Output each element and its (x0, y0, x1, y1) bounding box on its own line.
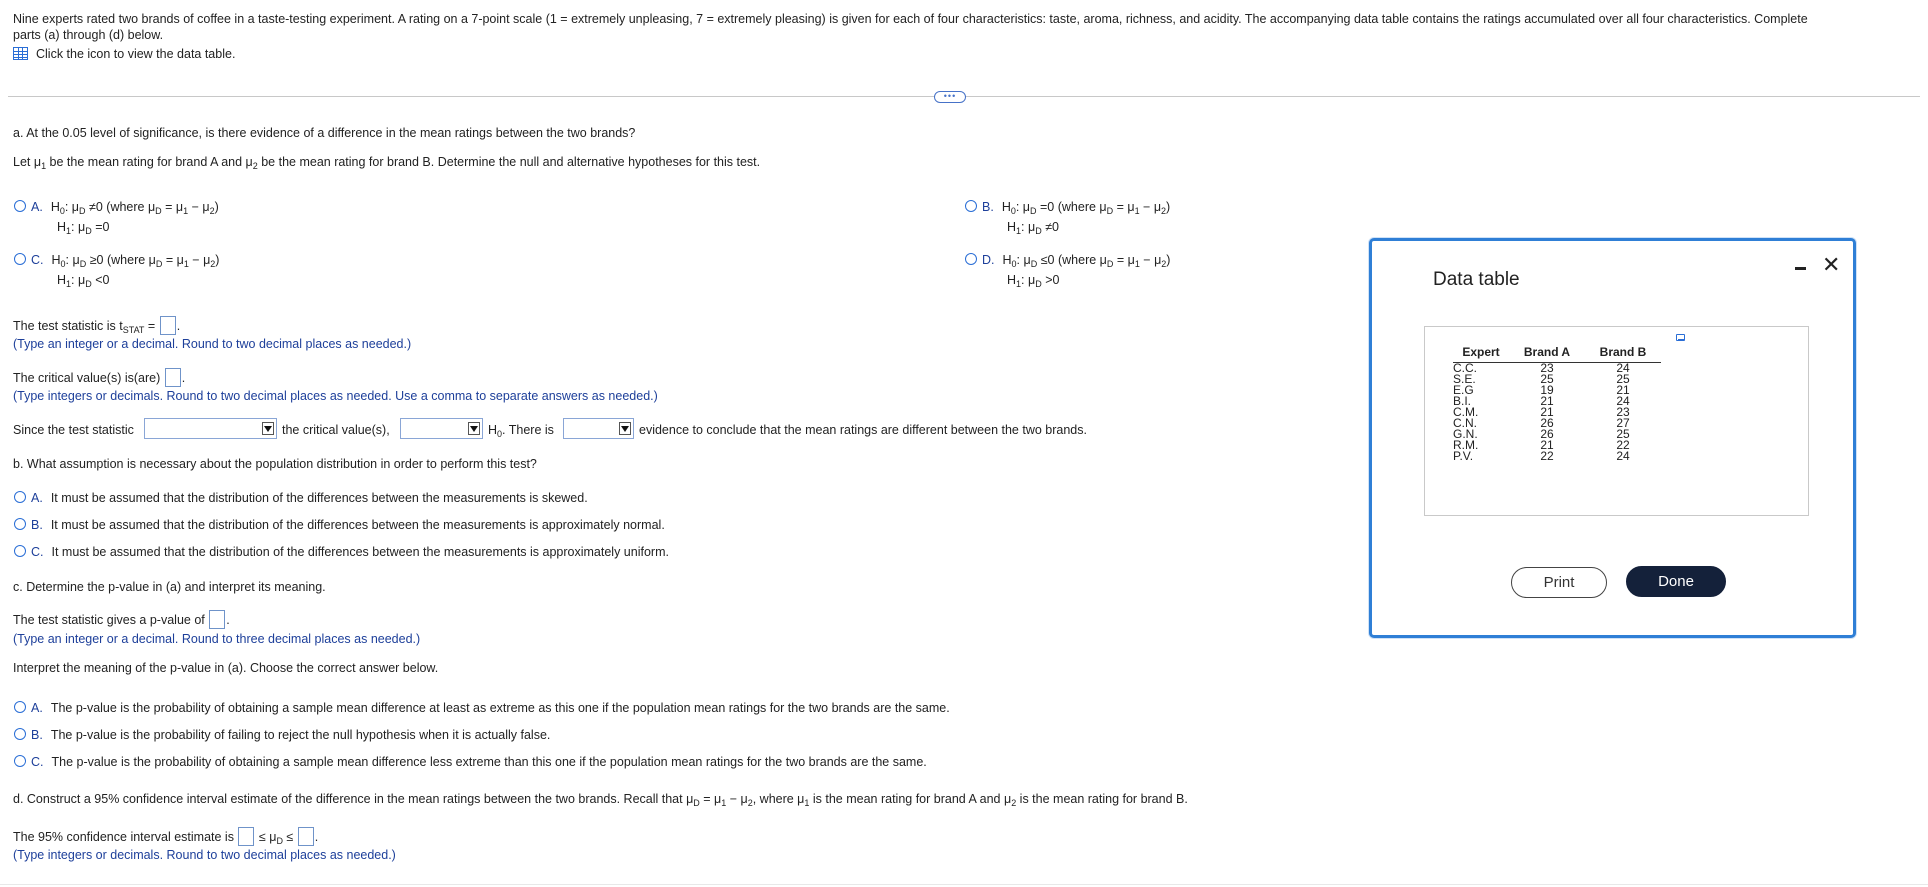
radio-icon[interactable] (14, 701, 26, 713)
pvalue-option-a[interactable]: A. The p-value is the probability of obtaining a sample mean difference at least as extreme as this one if the population mean ratings for the two brands are the same. (14, 700, 950, 716)
chevron-down-icon (468, 422, 480, 435)
expand-button[interactable]: ••• (934, 91, 966, 103)
intro-line-1: Nine experts rated two brands of coffee in a taste-testing experiment. A rating on a 7-point scale (1 = extremely unpleasing, 7 = extremely pleasing) is given for each of four characteristics: taste, aroma, richness, and acidity. The accompanying data table contains the ratings accumulated over all four characteristics. Complete (13, 12, 1808, 26)
data-table (1453, 347, 1661, 462)
decision-dropdown[interactable] (400, 418, 483, 439)
data-table-link[interactable] (13, 46, 235, 62)
tstat-hint: (Type an integer or a decimal. Round to two decimal places as needed.) (13, 337, 412, 351)
hypothesis-option-b[interactable]: B. $H_0$: $\mu_D =0$ (where $\mu_D = \mu_1 - \mu_2$) (965, 199, 1170, 219)
column-header: Brand B (1585, 347, 1661, 363)
part-a-question: a. At the 0.05 level of significance, is there evidence of a difference in the mean ratings between the two brands? (13, 126, 636, 140)
hypothesis-option-b-h1: $H_1$: $\mu_D \ne 0$ (1007, 220, 1059, 236)
radio-icon[interactable] (14, 491, 26, 503)
hypothesis-option-c-h1: $H_1$: $\mu_D <0$ (57, 273, 110, 289)
radio-icon[interactable] (14, 545, 26, 557)
part-c-question: c. Determine the p-value in (a) and interpret its meaning. (13, 580, 326, 594)
table-row: C.M. 21 23 (1453, 405, 1630, 419)
column-header: Expert (1453, 347, 1509, 363)
part-b-question: b. What assumption is necessary about the population distribution in order to perform this test? (13, 457, 537, 471)
hypothesis-option-c[interactable]: C. $H_0$: $\mu_D \ge 0$ (where $\mu_D = \mu_1 - \mu_2$) (14, 252, 219, 272)
ci-upper-input[interactable] (298, 827, 314, 846)
table-row: R.M. 21 22 (1453, 438, 1630, 452)
data-table-dialog (1369, 238, 1856, 638)
pvalue-option-b[interactable]: B. The p-value is the probability of failing to reject the null hypothesis when it is actually false. (14, 727, 550, 743)
critical-line: The critical value(s) is(are) . (13, 368, 185, 387)
chevron-down-icon (262, 422, 274, 435)
data-table-frame (1424, 326, 1809, 516)
since-text-3: $H_0$. There is (488, 423, 554, 439)
table-row: S.E. 25 25 (1453, 372, 1630, 386)
radio-icon[interactable] (14, 728, 26, 740)
column-header: Brand A (1509, 347, 1585, 363)
print-button[interactable]: Print (1511, 567, 1607, 598)
radio-c[interactable] (14, 253, 26, 265)
table-row: E.G 19 21 (1453, 383, 1630, 397)
pvalue-input[interactable] (209, 610, 225, 629)
tstat-input[interactable] (160, 316, 176, 335)
since-text-2: the critical value(s), (282, 423, 390, 437)
critical-input[interactable] (165, 368, 181, 387)
since-text-4: evidence to conclude that the mean ratings are different between the two brands. (639, 423, 1087, 437)
table-row: B.I. 21 24 (1453, 394, 1630, 408)
page-bottom-border (0, 884, 1928, 885)
interpret-prompt: Interpret the meaning of the p-value in (a). Choose the correct answer below. (13, 661, 439, 675)
part-a-let-statement: Let $\mu_1$ be the mean rating for brand A and $\mu_2$ be the mean rating for brand B. Determine the null and alternative hypotheses for this test. (13, 155, 761, 171)
tstat-line: The test statistic is $t_{STAT}$ = . (13, 316, 180, 338)
data-table-link-label: Click the icon to view the data table. (36, 47, 236, 61)
part-d-question: d. Construct a 95% confidence interval estimate of the difference in the mean ratings between the two brands. Recall that $\mu_D = \mu_1 - \mu_2$, where $\mu_1$ is the mean rating for brand A and $\mu_2$ is the mean rating for brand B. (13, 792, 1188, 808)
assumption-option-b[interactable]: B. It must be assumed that the distribution of the differences between the measurements is approximately normal. (14, 517, 665, 533)
ci-line: The 95% confidence interval estimate is ≤ $\mu_D$ ≤ . (13, 827, 318, 849)
assumption-option-a[interactable]: A. It must be assumed that the distribution of the differences between the measurements is skewed. (14, 490, 588, 506)
done-button[interactable]: Done (1626, 566, 1726, 597)
hypothesis-option-a-h1: $H_1$: $\mu_D =0$ (57, 220, 110, 236)
pvalue-option-c[interactable]: C. The p-value is the probability of obtaining a sample mean difference less extreme than this one if the population mean ratings for the two brands are the same. (14, 754, 927, 770)
table-row: P.V. 22 24 (1453, 449, 1630, 463)
comparison-dropdown[interactable] (144, 418, 277, 439)
copy-icon[interactable] (1676, 334, 1685, 341)
radio-b[interactable] (965, 200, 977, 212)
chevron-down-icon (619, 422, 631, 435)
pvalue-line: The test statistic gives a p-value of . (13, 610, 230, 629)
ci-lower-input[interactable] (238, 827, 254, 846)
dialog-title: Data table (1433, 269, 1520, 290)
since-text-1: Since the test statistic (13, 423, 134, 437)
table-row: G.N. 26 25 (1453, 427, 1630, 441)
close-icon[interactable]: ✕ (1822, 252, 1841, 277)
hypothesis-option-d-h1: $H_1$: $\mu_D >0$ (1007, 273, 1060, 289)
evidence-dropdown[interactable] (563, 418, 634, 439)
assumption-option-c[interactable]: C. It must be assumed that the distribution of the differences between the measurements is approximately uniform. (14, 544, 669, 560)
intro-line-2: parts (a) through (d) below. (13, 28, 164, 42)
radio-icon[interactable] (14, 755, 26, 767)
radio-a[interactable] (14, 200, 26, 212)
minimize-icon[interactable] (1795, 267, 1806, 270)
hypothesis-option-a[interactable]: A. $H_0$: $\mu_D \ne 0$ (where $\mu_D = \mu_1 - \mu_2$) (14, 199, 219, 219)
pvalue-hint: (Type an integer or a decimal. Round to three decimal places as needed.) (13, 632, 421, 646)
table-icon[interactable] (13, 47, 28, 60)
table-row: C.N. 26 27 (1453, 416, 1630, 430)
critical-hint: (Type integers or decimals. Round to two decimal places as needed. Use a comma to separate answers as needed.) (13, 389, 658, 403)
hypothesis-option-d[interactable]: D. $H_0$: $\mu_D \le 0$ (where $\mu_D = \mu_1 - \mu_2$) (965, 252, 1170, 272)
ci-hint: (Type integers or decimals. Round to two decimal places as needed.) (13, 848, 396, 862)
radio-d[interactable] (965, 253, 977, 265)
table-row: C.C. 23 24 (1453, 361, 1630, 375)
radio-icon[interactable] (14, 518, 26, 530)
